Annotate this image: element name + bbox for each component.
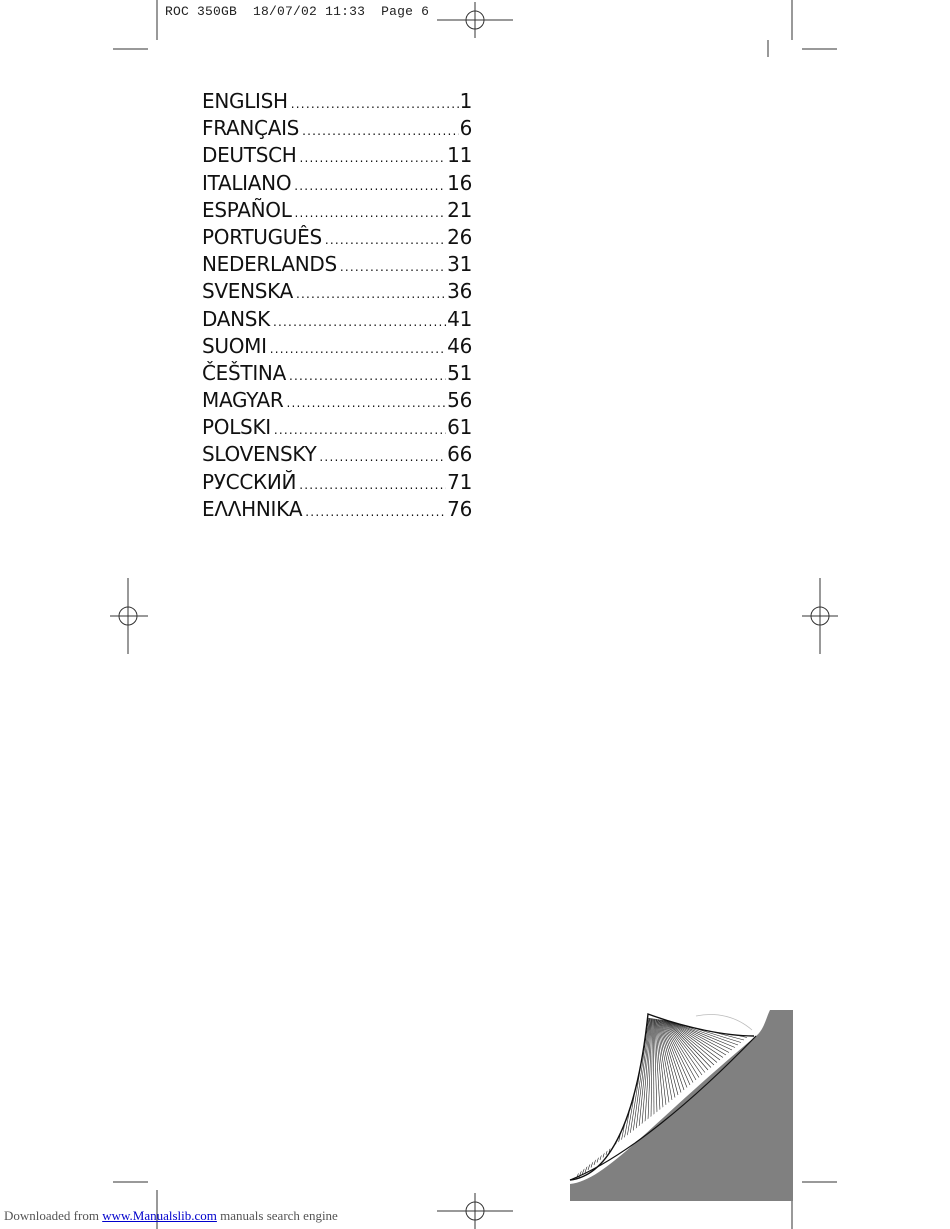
toc-leader-dots xyxy=(289,370,446,382)
toc-language: MAGYAR xyxy=(202,388,284,413)
toc-entry xyxy=(202,278,472,305)
toc-page-number: 6 xyxy=(459,116,472,141)
toc-page-number: 76 xyxy=(447,496,472,521)
toc-language: NEDERLANDS xyxy=(202,252,337,277)
toc-language: SLOVENSKY xyxy=(202,442,317,467)
toc-entry xyxy=(202,115,472,142)
toc-language: FRANÇAIS xyxy=(202,116,300,141)
toc-entry xyxy=(202,251,472,278)
toc-language: SVENSKA xyxy=(202,279,294,304)
toc-leader-dots xyxy=(274,424,446,436)
print-code: ROC 350GB xyxy=(165,4,238,19)
toc-entry xyxy=(202,197,472,224)
toc-page-number: 36 xyxy=(447,279,472,304)
toc-page-number: 21 xyxy=(447,197,472,222)
toc-entry xyxy=(202,441,472,468)
toc-page-number: 51 xyxy=(447,360,472,385)
toc-language: ENGLISH xyxy=(202,89,288,113)
toc-leader-dots xyxy=(296,288,446,300)
registration-mark-icon xyxy=(437,1193,513,1229)
toc-page-number: 66 xyxy=(447,442,472,467)
toc-entry xyxy=(202,306,472,333)
toc-entry xyxy=(202,170,472,197)
toc-leader-dots xyxy=(270,343,446,355)
toc-entry xyxy=(202,88,472,115)
toc-page-number: 1 xyxy=(459,89,472,113)
toc-leader-dots xyxy=(305,506,446,518)
toc-entry xyxy=(202,387,472,414)
toc-language: PORTUGUÊS xyxy=(202,224,322,249)
toc-page-number: 61 xyxy=(447,415,472,440)
toc-language: DANSK xyxy=(202,306,271,331)
toc-leader-dots xyxy=(295,207,447,219)
registration-mark-icon xyxy=(110,578,148,654)
toc-entry xyxy=(202,496,472,523)
toc-leader-dots xyxy=(294,180,446,192)
toc-leader-dots xyxy=(273,316,446,328)
print-date: 18/07/02 xyxy=(253,4,318,19)
toc-page-number: 71 xyxy=(447,469,472,494)
toc-leader-dots xyxy=(291,98,459,110)
print-page-label: Page 6 xyxy=(381,4,430,19)
toc-page-number: 56 xyxy=(447,388,472,413)
toc-language: ČEŠTINA xyxy=(202,360,286,385)
footer-prefix: Downloaded from xyxy=(4,1208,103,1223)
toc-leader-dots xyxy=(299,479,446,491)
print-time: 11:33 xyxy=(325,4,366,19)
toc-leader-dots xyxy=(287,397,447,409)
toc-entry xyxy=(202,333,472,360)
toc-leader-dots xyxy=(300,152,447,164)
toc-page-number: 46 xyxy=(447,333,472,358)
toc-page-number: 11 xyxy=(447,143,472,168)
toc-language: DEUTSCH xyxy=(202,143,297,168)
toc-language: SUOMI xyxy=(202,333,267,358)
toc-leader-dots xyxy=(325,234,446,246)
toc-entry xyxy=(202,142,472,169)
toc-page-number: 41 xyxy=(447,306,472,331)
toc-entry xyxy=(202,414,472,441)
toc-leader-dots xyxy=(319,451,446,463)
download-footer xyxy=(4,1208,338,1224)
toc-leader-dots xyxy=(340,261,446,273)
toc-language: POLSKI xyxy=(202,415,271,440)
print-slug xyxy=(165,4,429,19)
registration-mark-icon xyxy=(802,578,838,654)
footer-suffix: manuals search engine xyxy=(216,1208,338,1223)
toc-language: ΕΛΛΗΝΙΚΑ xyxy=(202,496,303,521)
toc-entry xyxy=(202,360,472,387)
page-curl-illustration xyxy=(566,1008,794,1204)
manualslib-link[interactable]: www.Manualslib.com xyxy=(102,1208,217,1223)
toc-page-number: 31 xyxy=(447,252,472,277)
toc-page-number: 26 xyxy=(447,224,472,249)
toc-language: ITALIANO xyxy=(202,170,292,195)
language-contents-list xyxy=(202,88,472,523)
toc-language: РУССКИЙ xyxy=(202,469,297,494)
toc-entry xyxy=(202,469,472,496)
toc-page-number: 16 xyxy=(447,170,472,195)
toc-language: ESPAÑOL xyxy=(202,197,292,222)
toc-entry xyxy=(202,224,472,251)
toc-leader-dots xyxy=(302,125,458,137)
registration-mark-icon xyxy=(437,2,513,38)
